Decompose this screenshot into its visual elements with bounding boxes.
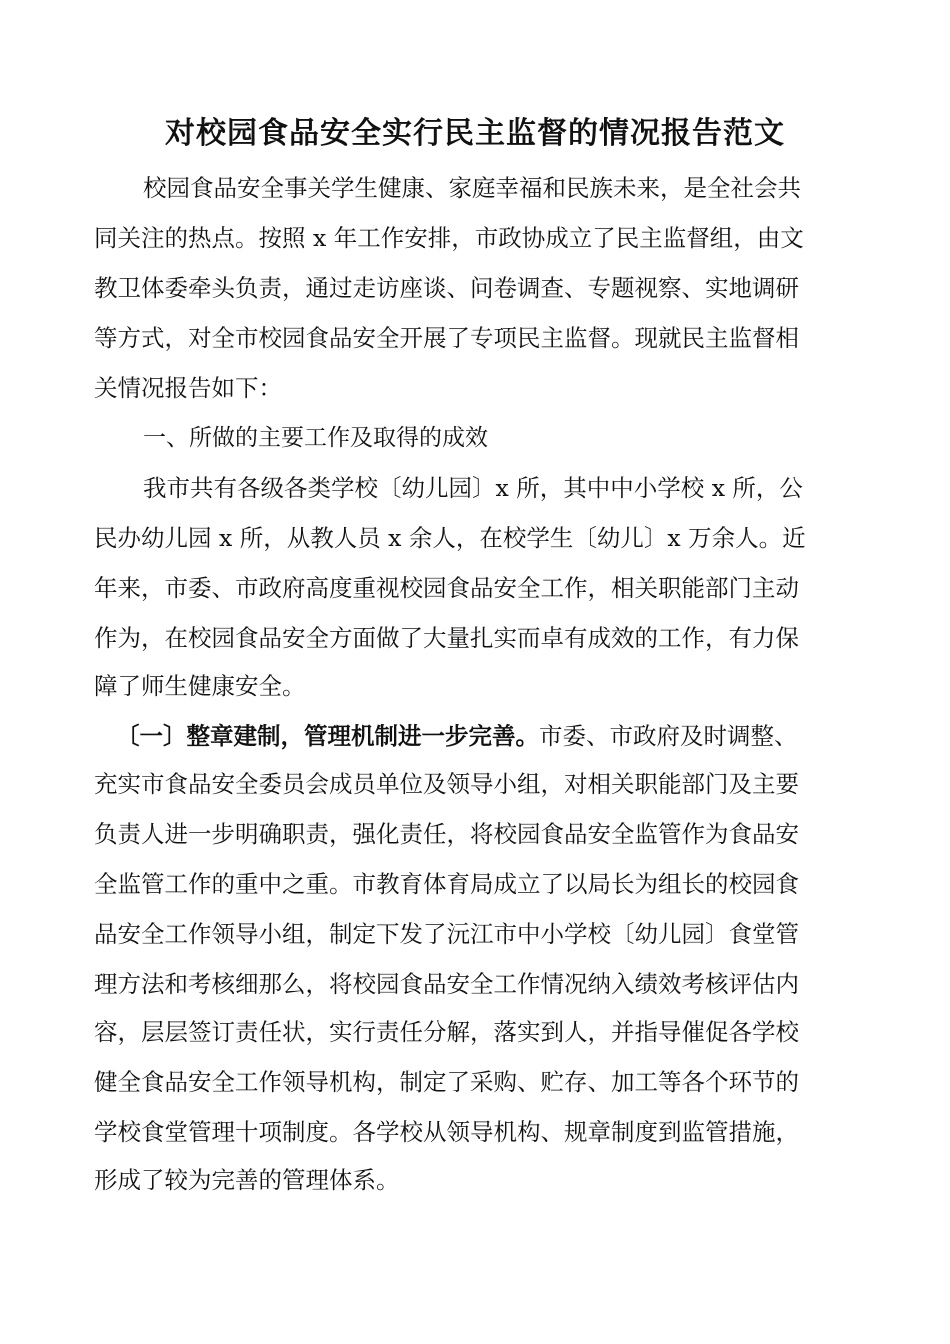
- intro-line: 同关注的热点。按照 x 年工作安排，市政协成立了民主监督组，由文: [94, 224, 804, 252]
- subsection1-line: 充实市食品安全委员会成员单位及领导小组，对相关职能部门及主要: [94, 770, 799, 798]
- subsection1-line: 负责人进一步明确职责，强化责任，将校园食品安全监管作为食品安: [94, 820, 799, 848]
- subsection1-line: 品安全工作领导小组，制定下发了沅江市中小学校〔幼儿园〕食堂管: [94, 920, 799, 948]
- intro-line: 教卫体委牵头负责，通过走访座谈、问卷调查、专题视察、实地调研: [94, 274, 799, 302]
- subsection1-line: 健全食品安全工作领导机构，制定了采购、贮存、加工等各个环节的: [94, 1068, 799, 1096]
- section1-line: 作为，在校园食品安全方面做了大量扎实而卓有成效的工作，有力保: [94, 624, 799, 652]
- subsection1-line: 容，层层签订责任状，实行责任分解，落实到人，并指导催促各学校: [94, 1018, 799, 1046]
- intro-line: 关情况报告如下：: [94, 374, 282, 402]
- subsection1-first-line: [116, 720, 798, 752]
- intro-line: 校园食品安全事关学生健康、家庭幸福和民族未来，是全社会共: [143, 174, 801, 202]
- section-heading: 一、所做的主要工作及取得的成效: [143, 425, 488, 451]
- subsection1-line: 形成了较为完善的管理体系。: [94, 1166, 400, 1194]
- section1-line: 障了师生健康安全。: [94, 672, 306, 700]
- subsection1-line: 理方法和考核细那么，将校园食品安全工作情况纳入绩效考核评估内: [94, 970, 799, 998]
- subsection1-line: 全监管工作的重中之重。市教育体育局成立了以局长为组长的校园食: [94, 870, 799, 898]
- subsection1-first-rest: 市委、市政府及时调整、: [539, 722, 798, 750]
- subsection1-line: 学校食堂管理十项制度。各学校从领导机构、规章制度到监管措施，: [94, 1118, 799, 1146]
- intro-line: 等方式，对全市校园食品安全开展了专项民主监督。现就民主监督相: [94, 324, 799, 352]
- document-title: 对校园食品安全实行民主监督的情况报告范文: [165, 116, 785, 151]
- subsection1-lead: 〔一〕整章建制，管理机制进一步完善。: [116, 722, 539, 750]
- section1-line: 年来，市委、市政府高度重视校园食品安全工作，相关职能部门主动: [94, 574, 799, 602]
- section1-line: 我市共有各级各类学校〔幼儿园〕x 所，其中中小学校 x 所，公: [143, 474, 803, 502]
- section1-line: 民办幼儿园 x 所，从教人员 x 余人，在校学生〔幼儿〕x 万余人。近: [94, 524, 806, 552]
